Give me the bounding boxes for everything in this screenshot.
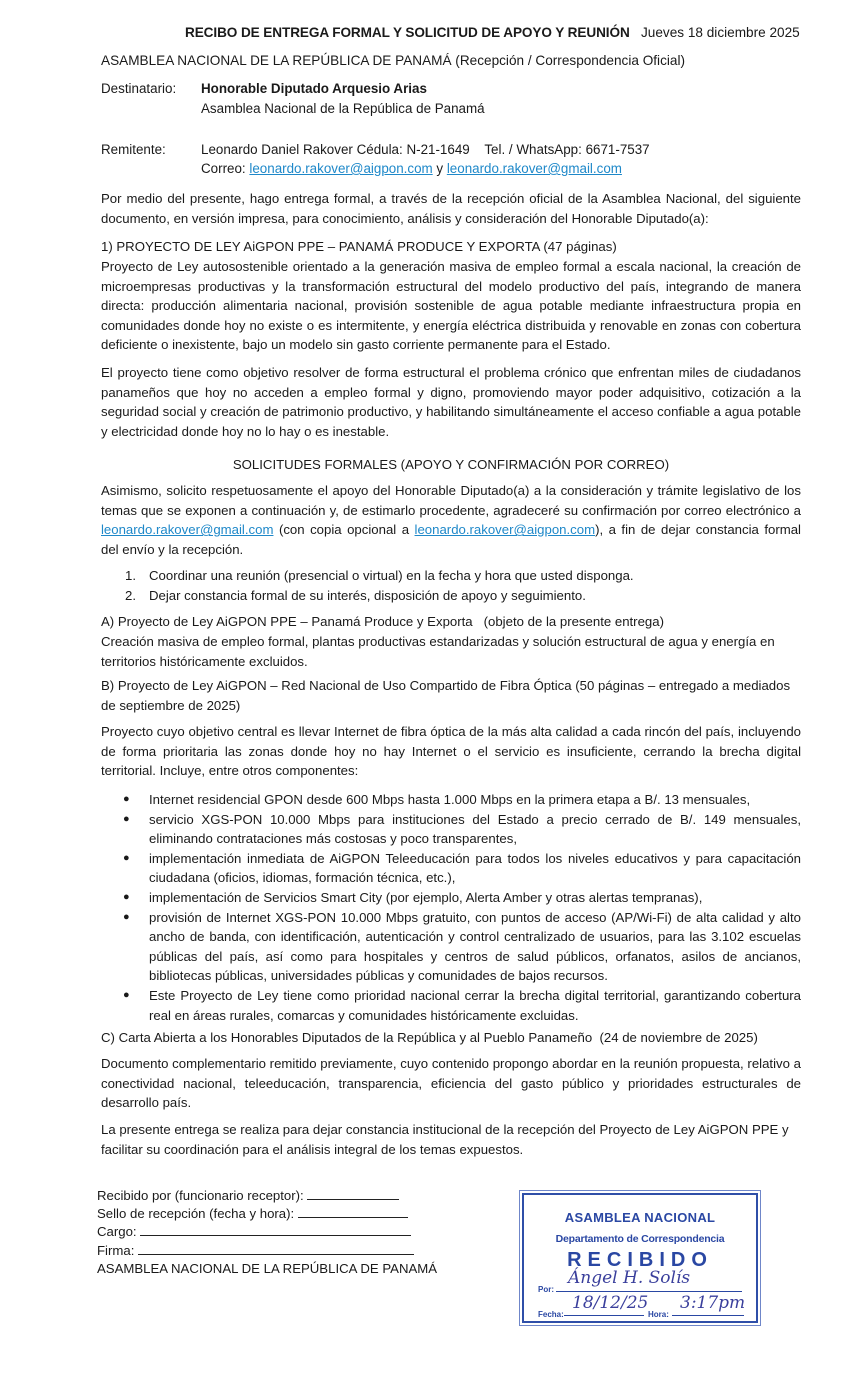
- requests-text-before: Asimismo, solicito respetuosamente el apoyo del Honorable Diputado(a) a la consideración y trámite legislativo de los temas que se exponen a continuación y, de estimarlo procedente, agradeceré su confirmación por correo electrónico a: [101, 483, 801, 518]
- component-item: [120, 790, 801, 810]
- recipient-name: Honorable Diputado Arquesio Arias: [201, 81, 427, 96]
- stamp-hora-label: Hora:: [648, 1310, 669, 1319]
- received-by-label: Recibido por (funcionario receptor):: [97, 1188, 304, 1203]
- sender-email-line: [201, 159, 622, 179]
- signature-block: [97, 1187, 437, 1278]
- section-b-components-list: [120, 790, 801, 1025]
- component-text: implementación de Servicios Smart City (por ejemplo, Alerta Amber y otras alertas tempranas),: [149, 889, 703, 905]
- requests-text-middle: (con copia opcional a: [273, 522, 415, 538]
- stamp-hora-handwritten: 3:17pm: [680, 1293, 746, 1313]
- sender-email-gmail-link[interactable]: leonardo.rakover@gmail.com: [446, 161, 622, 176]
- stamp-hora-line: [672, 1315, 744, 1316]
- request-number: 2.: [125, 587, 136, 603]
- stamp-received: RECIBIDO: [567, 1249, 713, 1271]
- received-by-field[interactable]: [307, 1188, 399, 1200]
- bullet-icon: ●: [123, 851, 130, 864]
- email-prefix: Correo:: [201, 161, 250, 176]
- institution-line: ASAMBLEA NACIONAL DE LA REPÚBLICA DE PANAMÁ (Recepción / Correspondencia Oficial): [101, 53, 685, 68]
- project1-heading: 1) PROYECTO DE LEY AiGPON PPE – PANAMÁ PRODUCE Y EXPORTA (47 páginas): [101, 239, 617, 254]
- stamp-por-line: [556, 1291, 742, 1292]
- request-item: [125, 566, 795, 586]
- request-item: [125, 586, 795, 606]
- component-item: [120, 986, 801, 1025]
- bullet-icon: ●: [123, 910, 130, 923]
- sender-label: Remitente:: [101, 142, 166, 157]
- position-row: [97, 1223, 437, 1241]
- component-text: Este Proyecto de Ley tiene como prioridad nacional cerrar la brecha digital territorial, garantizando cobertura real en áreas rurales, comarcas y comunidades históricamente excluidas.: [149, 987, 801, 1023]
- signature-org: ASAMBLEA NACIONAL DE LA REPÚBLICA DE PANAMÁ: [97, 1260, 438, 1276]
- stamp-row: [97, 1205, 437, 1223]
- component-text: provisión de Internet XGS-PON 10.000 Mbps gratuito, con puntos de acceso (AP/Wi-Fi) de alta calidad y alto ancho de banda, con identificación, autenticación y control centralizado de usuarios, para las 3.102 escuelas públicas del país, así como para hospitales y centros de salud públicos, orfanatos, asilos de ancianos, bibliotecas públicas, universidades públicas y comunidades de bajos recursos.: [149, 909, 801, 984]
- position-label: Cargo:: [97, 1224, 137, 1240]
- component-item: [120, 849, 801, 888]
- bullet-icon: ●: [123, 988, 130, 1001]
- closing-paragraph: La presente entrega se realiza para dejar constancia institucional de la recepción del Proyecto de Ley AiGPON PPE y facilitar su coordinación para el análisis integral de los temas expuestos.: [101, 1122, 789, 1157]
- component-item: [120, 888, 801, 908]
- component-text: implementación inmediata de AiGPON Teleeducación para todos los niveles educativos y para capacitación ciudadana (oficios, idiomas, formación técnica, etc.),: [149, 850, 801, 886]
- request-text: Dejar constancia formal de su interés, disposición de apoyo y seguimiento.: [149, 587, 586, 603]
- stamp-por-label: Por:: [538, 1285, 554, 1294]
- component-item: [120, 810, 801, 849]
- section-b-heading: B) Proyecto de Ley AiGPON – Red Nacional de Uso Compartido de Fibra Óptica (50 páginas – entregado a mediados de septiembre de 2025): [101, 678, 791, 713]
- stamp-fecha-line: [564, 1315, 644, 1316]
- section-c-heading: C) Carta Abierta a los Honorables Diputados de la República y al Pueblo Panameño (24 de noviembre de 2025): [101, 1030, 758, 1045]
- stamp-fecha-handwritten: 18/12/25: [572, 1293, 649, 1313]
- bullet-icon: ●: [123, 812, 130, 825]
- component-text: Internet residencial GPON desde 600 Mbps hasta 1.000 Mbps en la primera etapa a B/. 13 mensuales,: [149, 792, 751, 807]
- stamp-fecha-label: Fecha:: [538, 1310, 564, 1319]
- document-date: Jueves 18 diciembre 2025: [641, 25, 800, 40]
- stamp-por-handwritten: Ángel H. Solís: [568, 1268, 691, 1288]
- section-c-description: Documento complementario remitido previamente, cuyo contenido propongo abordar en la reunión propuesta, relativo a conectividad nacional, teleeducación, transparencia, eficiencia del gasto público y prioridades estructurales de desarrollo país.: [101, 1056, 801, 1111]
- intro-paragraph: Por medio del presente, hago entrega formal, a través de la recepción oficial de la Asamblea Nacional, del siguiente documento, en versión impresa, para conocimiento, análisis y consideración del Honorable Diputado(a):: [101, 191, 801, 226]
- confirm-email-aigpon-link[interactable]: leonardo.rakover@aigpon.com: [414, 522, 596, 538]
- signature-row: [97, 1242, 437, 1260]
- reception-stamp: [522, 1193, 758, 1323]
- email-join: y: [432, 161, 447, 176]
- component-item: [120, 908, 801, 986]
- section-a-description: Creación masiva de empleo formal, plantas productivas estandarizadas y solución estructural de agua y energía en territorios históricamente excluidos.: [101, 634, 775, 669]
- stamp-org: ASAMBLEA NACIONAL: [564, 1210, 716, 1225]
- stamp-label: Sello de recepción (fecha y hora):: [97, 1206, 295, 1222]
- project1-objective: El proyecto tiene como objetivo resolver de forma estructural el problema crónico que enfrentan miles de ciudadanos panameños que hoy no acceden a empleo formal y digno, promoviendo mayor poder adquisitivo, cotización a la seguridad social y creación de patrimonio productivo, y habilitando simultáneamente el acceso confiable a agua potable y electricidad donde hoy no lo hay o es inestable.: [101, 365, 801, 439]
- requests-paragraph: [101, 481, 801, 559]
- sender-email-aigpon-link[interactable]: leonardo.rakover@aigpon.com: [249, 161, 433, 176]
- stamp-field[interactable]: [298, 1206, 408, 1218]
- recipient-label: Destinatario:: [101, 81, 177, 96]
- position-field[interactable]: [140, 1224, 411, 1236]
- signature-field[interactable]: [138, 1243, 414, 1255]
- project1-description: Proyecto de Ley autosostenible orientado a la generación masiva de empleo formal a escala nacional, la creación de microempresas productivas y la transformación estructural del modelo productivo del país, integrando de manera directa: producción alimentaria nacional, provisión sostenible de agua potable mediante infraestructura propia en comunidades donde hoy no existe o es intermitente, y energía eléctrica distribuida y renovable en zonas con cobertura deficiente o inexistente, bajo un modelo sin gasto corriente permanente para el Estado.: [101, 259, 801, 353]
- requests-list: [125, 566, 795, 605]
- confirm-email-gmail-link[interactable]: leonardo.rakover@gmail.com: [101, 522, 274, 538]
- bullet-icon: ●: [123, 793, 130, 805]
- bullet-icon: ●: [123, 890, 130, 903]
- requests-heading: SOLICITUDES FORMALES (APOYO Y CONFIRMACIÓN POR CORREO): [232, 457, 670, 472]
- component-text: servicio XGS-PON 10.000 Mbps para instituciones del Estado a precio cerrado de B/. 149 mensuales, eliminando contrataciones más costosas y poco transparentes,: [149, 811, 801, 847]
- stamp-department: Departamento de Correspondencia: [555, 1232, 725, 1245]
- received-by-row: [97, 1187, 437, 1205]
- request-number: 1.: [125, 568, 136, 583]
- request-text: Coordinar una reunión (presencial o virtual) en la fecha y hora que usted disponga.: [149, 568, 634, 583]
- section-b-description: Proyecto cuyo objetivo central es llevar Internet de fibra óptica de la más alta calidad a cada rincón del país, incluyendo de forma prioritaria las zonas donde hoy no hay Internet o el servicio es insuficiente, cerrando la brecha digital territorial. Incluye, entre otros componentes:: [101, 724, 801, 779]
- signature-label: Firma:: [97, 1242, 135, 1258]
- requests-text-after: ), a fin de dejar constancia formal del envío y la recepción.: [101, 522, 801, 557]
- sender-info: Leonardo Daniel Rakover Cédula: N-21-1649 Tel. / WhatsApp: 6671-7537: [201, 142, 650, 157]
- document-title: RECIBO DE ENTREGA FORMAL Y SOLICITUD DE APOYO Y REUNIÓN: [185, 25, 630, 40]
- section-a-heading: A) Proyecto de Ley AiGPON PPE – Panamá Produce y Exporta (objeto de la presente entrega): [101, 614, 664, 629]
- recipient-institution: Asamblea Nacional de la República de Panamá: [201, 101, 485, 116]
